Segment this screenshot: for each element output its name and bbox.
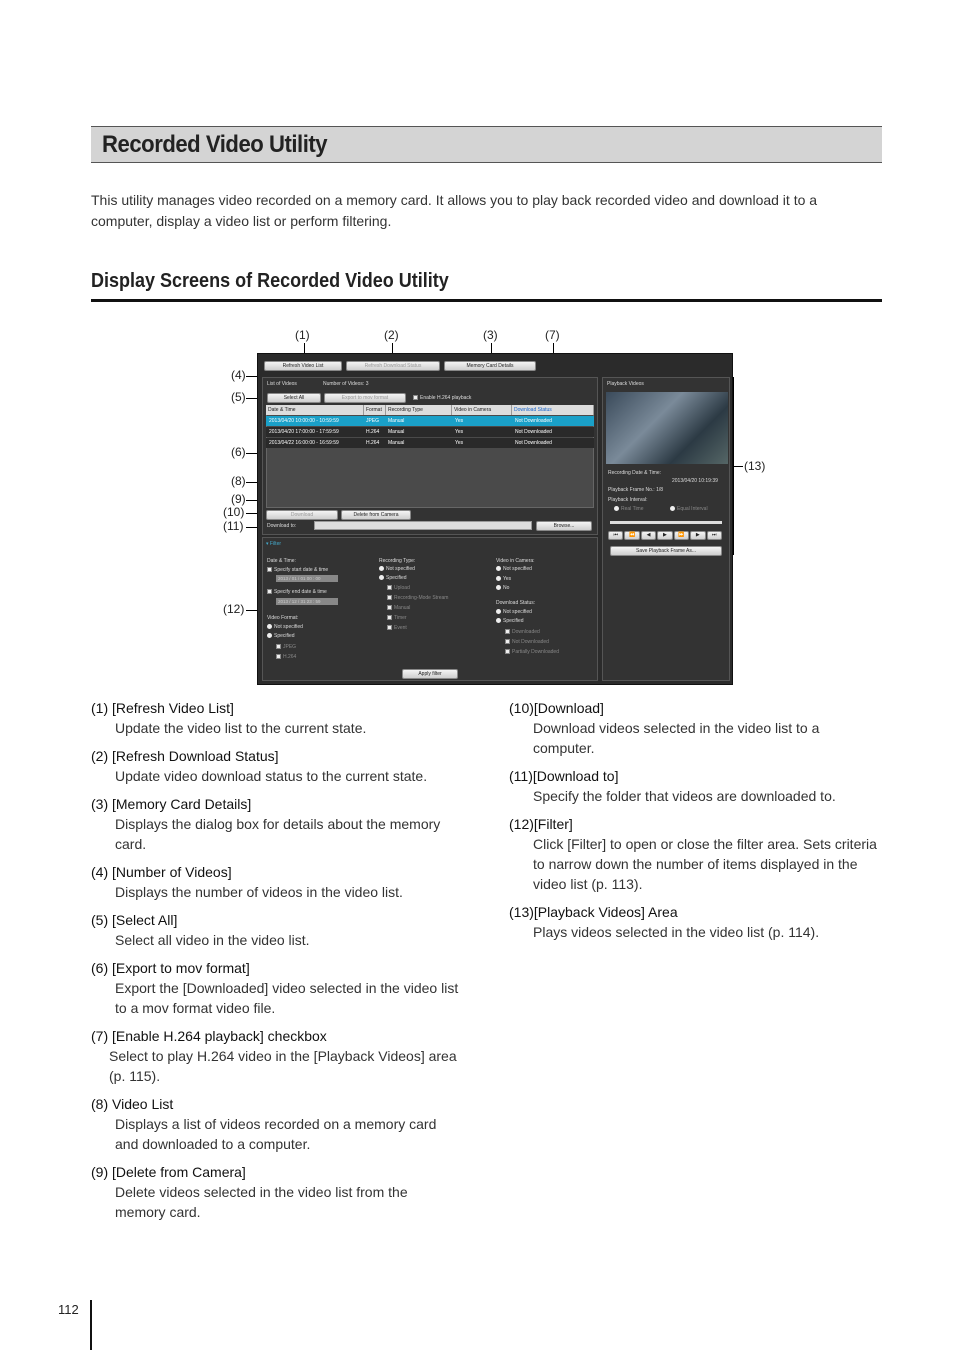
legend-heading: (7) [Enable H.264 playback] checkbox [91,1028,327,1044]
cell: 2013/04/20 10:00:00 - 10:59:59 [269,418,339,424]
play-icon[interactable]: ▶ [657,531,672,540]
specify-end-checkbox[interactable] [267,589,327,595]
rectype-stream-checkbox[interactable] [387,595,448,601]
legend-heading: (13)[Playback Videos] Area [509,904,678,920]
legend-heading: (6) [Export to mov format] [91,960,250,976]
legend-heading: (11)[Download to] [509,768,619,784]
legend-desc: Specify the folder that videos are downloaded to. [533,788,836,804]
legend-item [91,746,461,786]
legend-item [91,910,461,950]
radio-icon [496,576,501,581]
legend-heading: (10)[Download] [509,700,604,716]
video-player[interactable] [606,392,728,464]
format-h264-checkbox[interactable] [276,654,296,660]
callout-10: (10) [223,505,245,519]
legend-desc: Displays the dialog box for details about the memory card. [115,816,441,852]
specify-start-label: Specify start date & time [274,567,329,573]
legend-item [509,698,881,758]
rectype-specified-radio[interactable] [379,575,407,581]
checkbox-icon [276,644,281,649]
cell: Manual [388,418,405,424]
page-title: Recorded Video Utility [102,131,328,158]
legend-item [91,1026,461,1086]
delete-from-camera-button[interactable]: Delete from Camera [341,510,411,520]
legend-right [509,698,881,950]
callout-6: (6) [231,445,246,459]
filter-panel [262,537,598,681]
legend-heading: (1) [Refresh Video List] [91,700,234,716]
radio-label: Yes [503,576,512,582]
legend-heading: (9) [Delete from Camera] [91,1164,246,1180]
download-to-input[interactable] [314,521,532,530]
checkbox-label: JPEG [283,644,297,650]
radio-label: Not specified [503,566,532,572]
checkbox-label: Recording-Mode Stream [394,595,449,601]
ds-partial-checkbox[interactable] [505,649,559,655]
enable-h264-label: Enable H.264 playback [420,395,472,401]
format-specified-radio[interactable] [267,633,295,639]
section-title: Display Screens of Recorded Video Utility [91,270,449,292]
rectype-manual-checkbox[interactable] [387,605,410,611]
end-datetime-field[interactable]: 2013 / 12 / 31 23 : 59 [276,598,338,605]
rectype-not-specified-radio[interactable] [379,566,415,572]
cell: Manual [388,440,405,446]
legend-item [91,1094,461,1154]
equal-interval-radio[interactable] [670,506,708,512]
vic-yes-radio[interactable] [496,576,511,582]
radio-icon [379,566,384,571]
table-row[interactable] [266,438,594,448]
playback-frame-no: Playback Frame No.: 1/8 [608,487,664,493]
rewind-icon[interactable]: ⏪ [624,531,639,540]
start-datetime-field[interactable]: 2013 / 01 / 01 00 : 00 [276,575,338,582]
download-to-label: Download to: [267,523,297,529]
ds-not-specified-radio[interactable] [496,609,532,615]
legend-item [91,698,461,738]
callout-5: (5) [231,390,246,404]
save-frame-button[interactable]: Save Playback Frame As... [610,546,722,556]
legend-item [91,958,461,1018]
checkbox-icon [387,585,392,590]
callout-7: (7) [545,328,560,342]
number-of-videos: Number of Videos: 3 [323,381,369,387]
checkbox-icon [387,615,392,620]
legend-desc: Click [Filter] to open or close the filter area. Sets criteria to narrow down the number of items displayed in the video list (p. 113). [533,836,877,892]
column-header[interactable]: Date & Time [266,405,364,415]
checkbox-icon [387,595,392,600]
legend-left [91,698,461,1230]
legend-heading: (5) [Select All] [91,912,178,928]
radio-label: Real Time [621,506,644,512]
legend-desc: Select to play H.264 video in the [Playback Videos] area (p. 115). [109,1048,457,1084]
ds-downloaded-checkbox[interactable] [505,629,540,635]
column-header[interactable]: Download Status [512,405,594,415]
column-header[interactable]: Format [364,405,386,415]
callout-13: (13) [744,459,766,473]
real-time-radio[interactable] [614,506,644,512]
cell: H.264 [366,429,380,435]
rectype-event-checkbox[interactable] [387,625,407,631]
format-jpeg-checkbox[interactable] [276,644,296,650]
radio-icon [267,624,272,629]
radio-label: Not specified [386,566,415,572]
cell: Yes [455,440,464,446]
checkbox-label: Event [394,625,407,631]
refresh-download-status-button[interactable]: Refresh Download Status [346,361,440,371]
rectype-upload-checkbox[interactable] [387,585,410,591]
legend-heading: (4) [Number of Videos] [91,864,232,880]
callout-8: (8) [231,474,246,488]
checkbox-label: Partially Downloaded [512,649,559,655]
list-of-videos-label: List of Videos [267,381,297,387]
legend-item [91,862,461,902]
last-frame-icon[interactable]: ⏭ [707,531,722,540]
cell: Not Downloaded [515,418,552,424]
radio-icon [614,506,619,511]
recording-type-label: Recording Type: [379,558,416,564]
vic-no-radio[interactable] [496,585,509,591]
checkbox-icon [505,629,510,634]
cell: H.264 [366,440,380,446]
radio-label: No [503,585,510,591]
legend-item [91,1162,461,1222]
radio-icon [379,575,384,580]
recording-datetime-value: 2013/04/20 10:19:39 [672,478,718,484]
leader-line [733,466,743,467]
cell: Not Downloaded [515,440,552,446]
enable-h264-checkbox[interactable] [413,395,471,401]
step-back-icon[interactable]: ◀ [641,531,656,540]
memory-card-details-button[interactable]: Memory Card Details [444,361,536,371]
legend-heading: (8) Video List [91,1096,174,1112]
download-button[interactable]: Download [266,510,338,520]
checkbox-icon [505,639,510,644]
page-number-divider [90,1300,92,1350]
radio-icon [496,618,501,623]
legend-item [509,766,881,806]
ds-specified-radio[interactable] [496,618,524,624]
column-header[interactable]: Video in Camera [452,405,512,415]
legend-desc: Displays a list of videos recorded on a memory card and downloaded to a computer. [115,1116,437,1152]
apply-filter-button[interactable]: Apply filter [402,669,458,679]
checkbox-label: Not Downloaded [512,639,549,645]
refresh-video-list-button[interactable]: Refresh Video List [264,361,342,371]
legend-desc: Delete videos selected in the video list from the memory card. [115,1184,408,1220]
callout-3: (3) [483,328,498,342]
video-format-label: Video Format: [267,615,299,621]
checkbox-icon [387,605,392,610]
title-bar [91,126,882,163]
cell: Manual [388,429,405,435]
radio-label: Specified [386,575,407,581]
fast-forward-icon[interactable]: ⏩ [674,531,689,540]
rectype-timer-checkbox[interactable] [387,615,407,621]
format-not-specified-radio[interactable] [267,624,303,630]
legend-heading: (2) [Refresh Download Status] [91,748,279,764]
cell: 2013/04/20 17:00:00 - 17:59:59 [269,429,339,435]
filter-toggle[interactable]: ▾ Filter [266,541,282,547]
vic-not-specified-radio[interactable] [496,566,532,572]
intro-text: This utility manages video recorded on a memory card. It allows you to play back recorded video and download it to a computer, display a video list or perform filtering. [91,192,818,229]
radio-icon [267,633,272,638]
checkbox-label: Upload [394,585,410,591]
checkbox-icon [267,567,272,572]
step-forward-icon[interactable]: ▶ [690,531,705,540]
first-frame-icon[interactable]: ⏮ [608,531,623,540]
cell: Yes [455,418,464,424]
select-all-button[interactable]: Select All [267,393,321,403]
download-status-label: Download Status: [496,600,536,606]
legend-heading: (12)[Filter] [509,816,573,832]
legend-desc: Plays videos selected in the video list (p. 114). [533,924,820,940]
radio-label: Specified [274,633,295,639]
checkbox-label: Downloaded [512,629,540,635]
radio-label: Not specified [503,609,532,615]
legend-desc: Displays the number of videos in the video list. [115,884,403,900]
cell: 2013/04/22 16:00:00 - 16:59:59 [269,440,339,446]
browse-button[interactable]: Browse... [536,521,592,531]
radio-label: Specified [503,618,524,624]
seek-slider[interactable] [610,521,722,524]
video-in-camera-label: Video in Camera: [496,558,535,564]
legend-desc: Update video download status to the current state. [115,768,428,784]
checkbox-icon [413,395,418,400]
legend-heading: (3) [Memory Card Details] [91,796,252,812]
radio-icon [496,566,501,571]
page-number: 112 [58,1302,79,1317]
ds-not-downloaded-checkbox[interactable] [505,639,549,645]
cell: Yes [455,429,464,435]
legend-desc: Update the video list to the current state. [115,720,367,736]
legend-item [91,794,461,854]
radio-icon [496,585,501,590]
callout-9: (9) [231,492,246,506]
specify-end-label: Specify end date & time [274,589,327,595]
date-time-label: Date & Time: [267,558,296,564]
table-row[interactable] [266,416,594,426]
table-row[interactable] [266,427,594,437]
callout-1: (1) [295,328,310,342]
playback-controls [608,531,722,540]
cell: Not Downloaded [515,429,552,435]
legend-desc: Select all video in the video list. [115,932,310,948]
checkbox-icon [505,649,510,654]
callout-2: (2) [384,328,399,342]
recording-datetime-label: Recording Date & Time: [608,470,662,476]
callout-11: (11) [223,519,244,533]
cell: JPEG [366,418,380,424]
checkbox-label: Manual [394,605,411,611]
export-mov-button[interactable]: Export to mov format [324,393,406,403]
filter-label: Filter [269,541,282,547]
radio-icon [670,506,675,511]
legend-item [509,814,881,894]
legend-item [509,902,881,942]
callout-12: (12) [223,602,245,616]
specify-start-checkbox[interactable] [267,567,328,573]
radio-icon [496,609,501,614]
radio-label: Not specified [274,624,303,630]
checkbox-icon [387,625,392,630]
section-heading [91,270,882,302]
radio-label: Equal Interval [677,506,708,512]
column-header[interactable]: Recording Type [386,405,452,415]
playback-interval-label: Playback Interval: [608,497,648,503]
checkbox-label: H.264 [283,654,297,660]
callout-4: (4) [231,368,246,382]
checkbox-icon [276,654,281,659]
checkbox-label: Timer [394,615,407,621]
checkbox-icon [267,589,272,594]
legend-desc: Export the [Downloaded] video selected in the video list to a mov format video file. [115,980,459,1016]
playback-title: Playback Videos [607,381,644,387]
legend-desc: Download videos selected in the video list to a computer. [533,720,820,756]
